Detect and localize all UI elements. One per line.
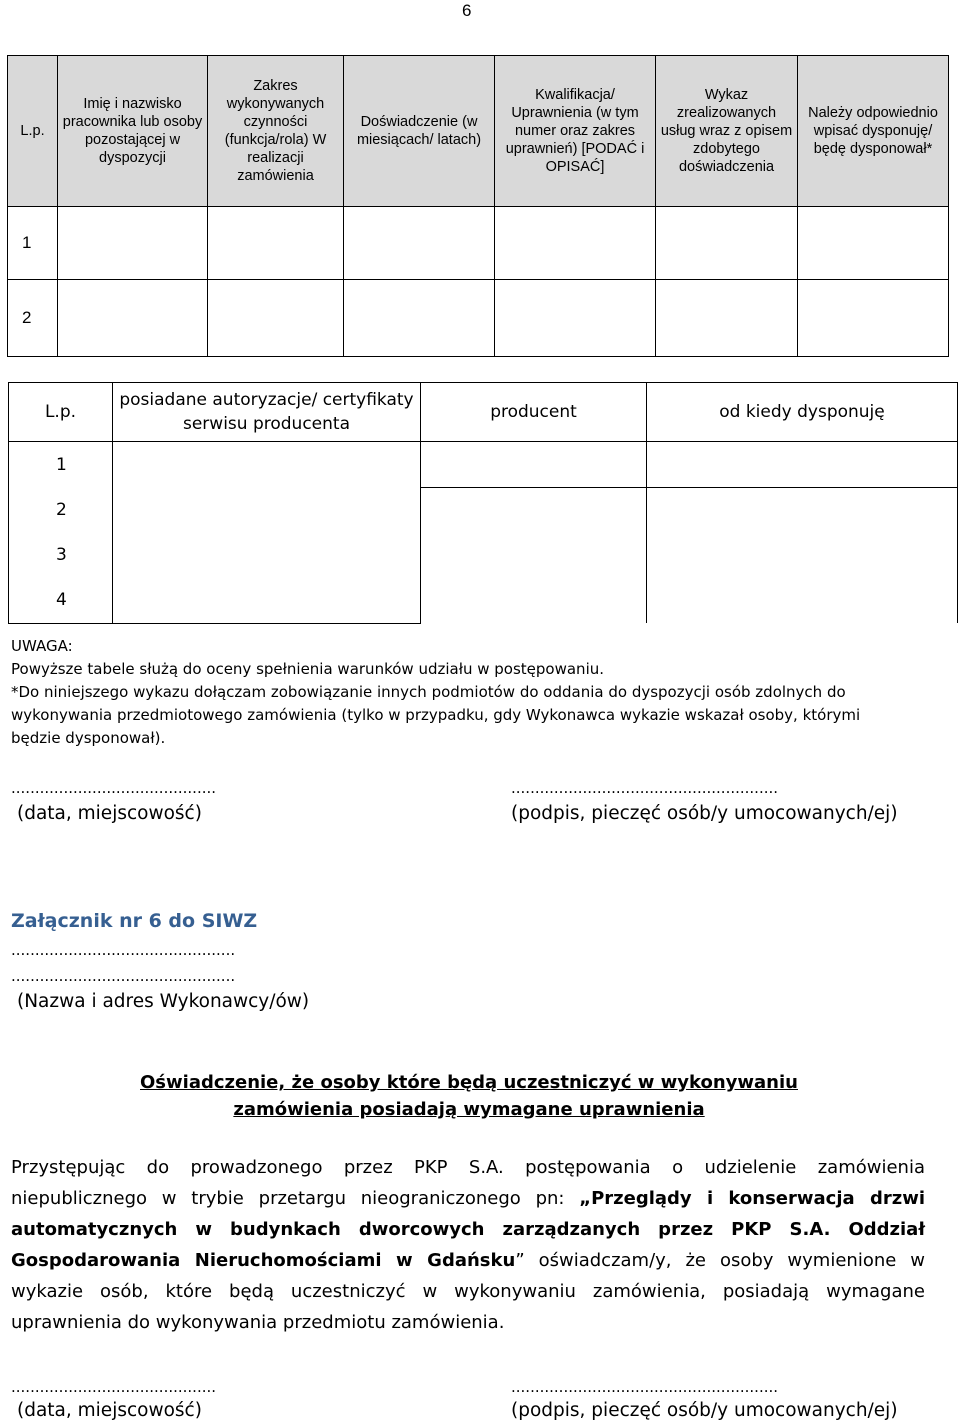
row-number: 2 [9,488,113,533]
table-cell[interactable] [647,488,958,624]
table-cell[interactable] [421,442,647,488]
note-label: UWAGA: [11,637,73,655]
table-cell[interactable] [208,280,344,357]
table-cell[interactable] [344,207,495,280]
signature-dots: ........................................................ [511,1378,779,1396]
table-cell[interactable] [421,488,647,624]
table-cell[interactable] [647,442,958,488]
declaration-title [0,1069,938,1123]
signature-dots: ........................................................ [511,779,779,797]
table-row [9,442,958,488]
staff-table [7,55,949,357]
row-number: 2 [8,280,58,357]
row-number: 1 [9,442,113,488]
page-number: 6 [462,1,472,20]
header-services: Wykaz zrealizowanych usług wraz z opisem zdobytego doświadczenia [656,56,798,207]
header-qualifications: Kwalifikacja/ Uprawnienia (w tym numer oraz zakres uprawnień) [PODAĆ i OPISAĆ] [495,56,656,207]
table-row [8,280,949,357]
declaration-text: Przystępując do prowadzonego przez PKP S.A. postępowania o udzielenie zamówienia niepublicznego w trybie przetargu nieograniczonego pn: [11,1157,925,1209]
date-place-dots: ........................................... [11,1378,217,1396]
contractor-label: (Nazwa i adres Wykonawcy/ów) [17,991,310,1012]
declaration-title-line: zamówienia posiadają wymagane uprawnienia [233,1099,705,1120]
declaration-paragraph [11,1152,925,1338]
table-cell[interactable] [113,442,421,624]
table-cell[interactable] [344,280,495,357]
contractor-dots: ............................................... [11,941,236,959]
table-cell[interactable] [798,207,949,280]
table-cell[interactable] [495,280,656,357]
cert-table-header-row [9,383,958,442]
note [11,635,911,750]
cert-header-certificates: posiadane autoryzacje/ certyfikaty serwisu producenta [113,383,421,442]
table-cell[interactable] [798,280,949,357]
header-disposal: Należy odpowiednio wpisać dysponuję/ będę dysponował* [798,56,949,207]
date-place-label: (data, miejscowość) [17,803,202,824]
tender-name: „Przeglądy i konserwacja drzwi automatycznych w budynkach dworcowych zarządzanych przez PKP S.A. Oddział Gospodarowania Nieruchomościami w Gdańsku [11,1188,926,1271]
annex-title: Załącznik nr 6 do SIWZ [11,910,258,932]
table-cell[interactable] [58,207,208,280]
declaration-title-line: Oświadczenie, że osoby które będą uczestniczyć w wykonywaniu [140,1072,798,1093]
header-scope: Zakres wykonywanych czynności (funkcja/rola) W realizacji zamówienia [208,56,344,207]
note-line: *Do niniejszego wykazu dołączam zobowiązanie innych podmiotów do oddania do dyspozycji osób zdolnych do wykonywania przedmiotowego zamówienia (tylko w przypadku, gdy Wykonawca wykazie wskazał osoby, którymi będzie dysponował). [11,683,861,747]
note-line: Powyższe tabele służą do oceny spełnienia warunków udziału w postępowaniu. [11,660,605,678]
row-number: 3 [9,533,113,578]
contractor-dots: ............................................... [11,967,236,985]
certificate-table [8,382,958,624]
table-cell[interactable] [58,280,208,357]
header-name: Imię i nazwisko pracownika lub osoby pozostającej w dyspozycji [58,56,208,207]
header-lp: L.p. [8,56,58,207]
date-place-label: (data, miejscowość) [17,1400,202,1421]
table-cell[interactable] [208,207,344,280]
table-cell[interactable] [656,207,798,280]
table-cell[interactable] [495,207,656,280]
table-cell[interactable] [656,280,798,357]
row-number: 4 [9,578,113,624]
header-experience: Doświadczenie (w miesiącach/ latach) [344,56,495,207]
date-place-dots: ........................................... [11,779,217,797]
signature-label: (podpis, pieczęć osób/y umocowanych/ej) [511,1400,898,1421]
table-row [8,207,949,280]
cert-header-lp: L.p. [9,383,113,442]
cert-header-since: od kiedy dysponuję [647,383,958,442]
signature-label: (podpis, pieczęć osób/y umocowanych/ej) [511,803,898,824]
cert-header-producer: producent [421,383,647,442]
declaration-text: ” oświadczam/y, że osoby wymienione w wykazie osób, które będą uczestniczyć w wykonywaniu zamówienia, posiadają wymagane uprawnienia do wykonywania przedmiotu zamówienia. [11,1250,925,1333]
row-number: 1 [8,207,58,280]
staff-table-header-row [8,56,949,207]
